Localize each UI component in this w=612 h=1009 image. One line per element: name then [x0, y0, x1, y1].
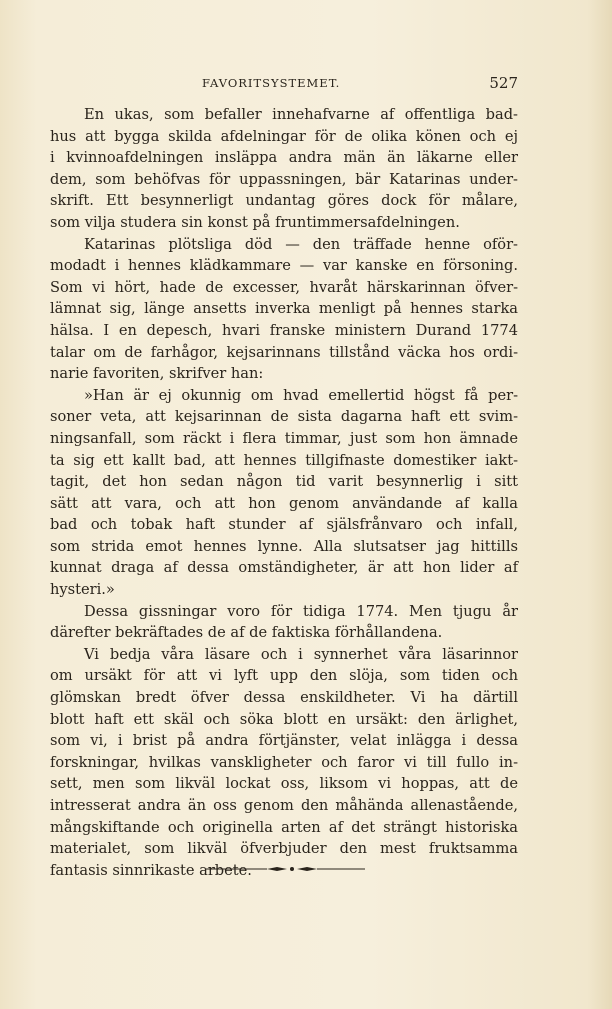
text-line: talar om de farhågor, kejsarinnans tillstånd väcka hos ordi-: [50, 343, 518, 361]
text-line: ta sig ett kallt bad, att hennes tillgifnaste domestiker iakt-: [50, 451, 518, 469]
text-line: »Han är ej okunnig om hvad emellertid högst få per-: [84, 386, 518, 404]
text-line: sett, men som likväl lockat oss, liksom vi hoppas, att de: [50, 775, 518, 793]
text-line: tagit, det hon sedan någon tid varit besynnerlig i sitt: [50, 473, 518, 491]
text-line: intresserat andra än oss genom den måhända allenastående,: [50, 797, 518, 814]
text-line: i kvinnoafdelningen insläppa andra män än läkarne eller: [50, 149, 518, 167]
text-line: Dessa gissningar voro för tidiga 1774. Men tjugu år: [84, 602, 518, 620]
text-line: kunnat draga af dessa omständigheter, är att hon lider af: [50, 559, 518, 577]
text-line: om ursäkt för att vi lyft upp den slöja, som tiden och: [50, 667, 518, 685]
text-line: soner veta, att kejsarinnan de sista dagarna haft ett svim-: [50, 408, 518, 426]
text-line: glömskan bredt öfver dessa enskildheter. Vi ha därtill: [50, 689, 518, 707]
end-ornament-icon: [205, 864, 365, 874]
text-line: som vi, i brist på andra förtjänster, velat inlägga i dessa: [50, 732, 518, 750]
body-text: [50, 104, 518, 881]
text-line: Katarinas plötsliga död — den träffade henne oför-: [84, 235, 518, 253]
text-line: som vilja studera sin konst på fruntimmersafdelningen.: [50, 213, 460, 231]
text-line: bad och tobak haft stunder af själsfrånvaro och infall,: [50, 516, 518, 534]
text-line: lämnat sig, länge ansetts inverka menligt på hennes starka: [50, 300, 518, 318]
text-line: En ukas, som befaller innehafvarne af offentliga bad-: [84, 106, 518, 123]
text-line: ningsanfall, som räckt i flera timmar, just som hon ämnade: [50, 429, 518, 447]
page-number: 527: [489, 74, 518, 92]
text-line: dem, som behöfvas för uppassningen, bär Katarinas under-: [50, 170, 518, 188]
text-line: därefter bekräftades de af de faktiska förhållandena.: [50, 624, 443, 642]
text-line: blott haft ett skäl och söka blott en ursäkt: den ärlighet,: [50, 710, 518, 728]
text-line: forskningar, hvilkas vanskligheter och faror vi till fullo in-: [50, 753, 518, 771]
text-line: sätt att vara, och att hon genom användande af kalla: [50, 494, 518, 512]
text-line: materialet, som likväl öfverbjuder den mest fruktsamma: [50, 840, 518, 858]
text-line: skrift. Ett besynnerligt undantag göres dock för målare,: [50, 192, 518, 210]
running-title: FAVORITSYSTEMET.: [202, 76, 341, 90]
text-line: mångskiftande och originella arten af det strängt historiska: [50, 818, 518, 836]
text-line: Vi bedja våra läsare och i synnerhet våra läsarinnor: [84, 645, 518, 663]
text-line: Som vi hört, hade de excesser, hvaråt härskarinnan öfver-: [50, 278, 518, 296]
text-line: hälsa. I en depesch, hvari franske ministern Durand 1774: [50, 321, 518, 339]
text-line: narie favoriten, skrifver han:: [50, 365, 264, 383]
text-line: som strida emot hennes lynne. Alla slutsatser jag hittills: [50, 537, 518, 555]
page-header: [50, 74, 518, 96]
text-line: modadt i hennes klädkammare — var kanske en försoning.: [50, 257, 518, 275]
text-line: hysteri.»: [50, 581, 115, 599]
text-line: hus att bygga skilda afdelningar för de olika könen och ej: [50, 127, 518, 145]
text-line: fantasis sinnrikaste arbete.: [50, 861, 252, 879]
